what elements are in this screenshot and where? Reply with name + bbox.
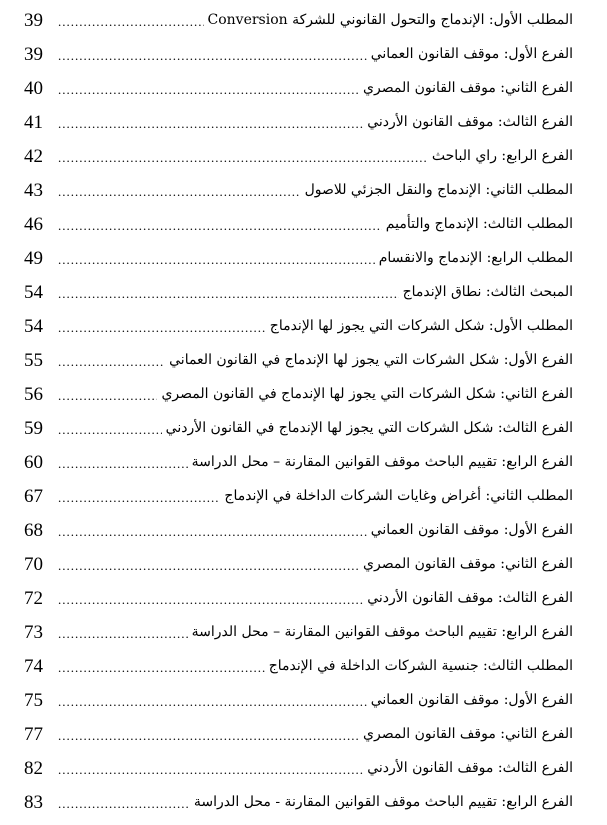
toc-entry-title: الفرع الرابع: تقييم الباحث موقف القوانين المقارنة – محل الدراسة [188, 621, 573, 643]
toc-entry-title: المطلب الثاني: الإندماج والنقل الجزئي للاصول [301, 179, 573, 201]
toc-entry-title: الفرع الثاني: موقف القانون المصري [359, 553, 573, 575]
toc-row [0, 240, 607, 274]
page-number: 68 [24, 520, 43, 541]
toc-entry-title: الفرع الثاني: موقف القانون المصري [359, 723, 573, 745]
toc-row [0, 104, 607, 138]
page-number: 60 [24, 452, 43, 473]
page-number: 46 [24, 214, 43, 235]
page-number: 41 [24, 112, 43, 133]
toc-entry-title: الفرع الثاني: موقف القانون المصري [359, 77, 573, 99]
toc-row [0, 206, 607, 240]
toc-row [0, 580, 607, 614]
page-number: 42 [24, 146, 43, 167]
page-number: 56 [24, 384, 43, 405]
toc-entry-title: الفرع الرابع: راي الباحث [428, 145, 573, 167]
toc-entry-title: الفرع الثالث: موقف القانون الأردني [363, 111, 573, 133]
toc-entry-title: الفرع الأول: موقف القانون العماني [367, 43, 573, 65]
toc-entry-title: الفرع الثالث: موقف القانون الأردني [363, 757, 573, 779]
toc-row [0, 784, 607, 818]
page-number: 75 [24, 690, 43, 711]
toc-entry-title: المطلب الأول: شكل الشركات التي يجوز لها الإندماج [266, 315, 573, 337]
toc-row [0, 36, 607, 70]
toc-row [0, 682, 607, 716]
page-number: 49 [24, 248, 43, 269]
page-number: 54 [24, 282, 43, 303]
toc-row [0, 512, 607, 546]
toc-row [0, 138, 607, 172]
toc-entry-title: المطلب الثاني: أغراض وغايات الشركات الداخلة في الإندماج [220, 485, 573, 507]
toc-entry-title: الفرع الأول: موقف القانون العماني [367, 519, 573, 541]
page-number: 39 [24, 10, 43, 31]
page-number: 77 [24, 724, 43, 745]
toc-row [0, 444, 607, 478]
toc-row [0, 342, 607, 376]
toc-row [0, 478, 607, 512]
toc-row [0, 2, 607, 36]
page-number: 39 [24, 44, 43, 65]
toc-row [0, 274, 607, 308]
toc-entry-title: المطلب الثالث: الإندماج والتأميم [382, 213, 573, 235]
toc-entry-title: المطلب الرابع: الإندماج والانقسام [375, 247, 573, 269]
toc-entry-title: الفرع الرابع: تقييم الباحث موقف القوانين المقارنة – محل الدراسة [188, 451, 573, 473]
toc-row [0, 648, 607, 682]
page-number: 83 [24, 792, 43, 813]
toc-entry-title: الفرع الثالث: شكل الشركات التي يجوز لها الإندماج في القانون الأردني [162, 417, 573, 439]
toc-entry-title: المطلب الأول: الإندماج والتحول القانوني للشركة Conversion [204, 9, 573, 31]
toc-row [0, 410, 607, 444]
page-number: 67 [24, 486, 43, 507]
toc-row [0, 716, 607, 750]
toc-entry-title: الفرع الرابع: تقييم الباحث موقف القوانين المقارنة - محل الدراسة [190, 791, 573, 813]
toc-entry-title: الفرع الأول: موقف القانون العماني [367, 689, 573, 711]
page-number: 72 [24, 588, 43, 609]
page-number: 70 [24, 554, 43, 575]
page-number: 74 [24, 656, 43, 677]
toc-row [0, 172, 607, 206]
table-of-contents [0, 2, 607, 818]
page-number: 54 [24, 316, 43, 337]
toc-entry-title: الفرع الأول: شكل الشركات التي يجوز لها الإندماج في القانون العماني [165, 349, 573, 371]
page-number: 55 [24, 350, 43, 371]
page-number: 59 [24, 418, 43, 439]
toc-row [0, 614, 607, 648]
toc-entry-title: المبحث الثالث: نطاق الإندماج [399, 281, 573, 303]
toc-entry-title: المطلب الثالث: جنسية الشركات الداخلة في الإندماج [265, 655, 573, 677]
page-number: 73 [24, 622, 43, 643]
toc-entry-title: الفرع الثالث: موقف القانون الأردني [363, 587, 573, 609]
toc-row [0, 70, 607, 104]
page-number: 43 [24, 180, 43, 201]
toc-row [0, 750, 607, 784]
toc-row [0, 376, 607, 410]
page-number: 82 [24, 758, 43, 779]
page-number: 40 [24, 78, 43, 99]
toc-row [0, 546, 607, 580]
toc-entry-title: الفرع الثاني: شكل الشركات التي يجوز لها الإندماج في القانون المصري [157, 383, 573, 405]
toc-row [0, 308, 607, 342]
